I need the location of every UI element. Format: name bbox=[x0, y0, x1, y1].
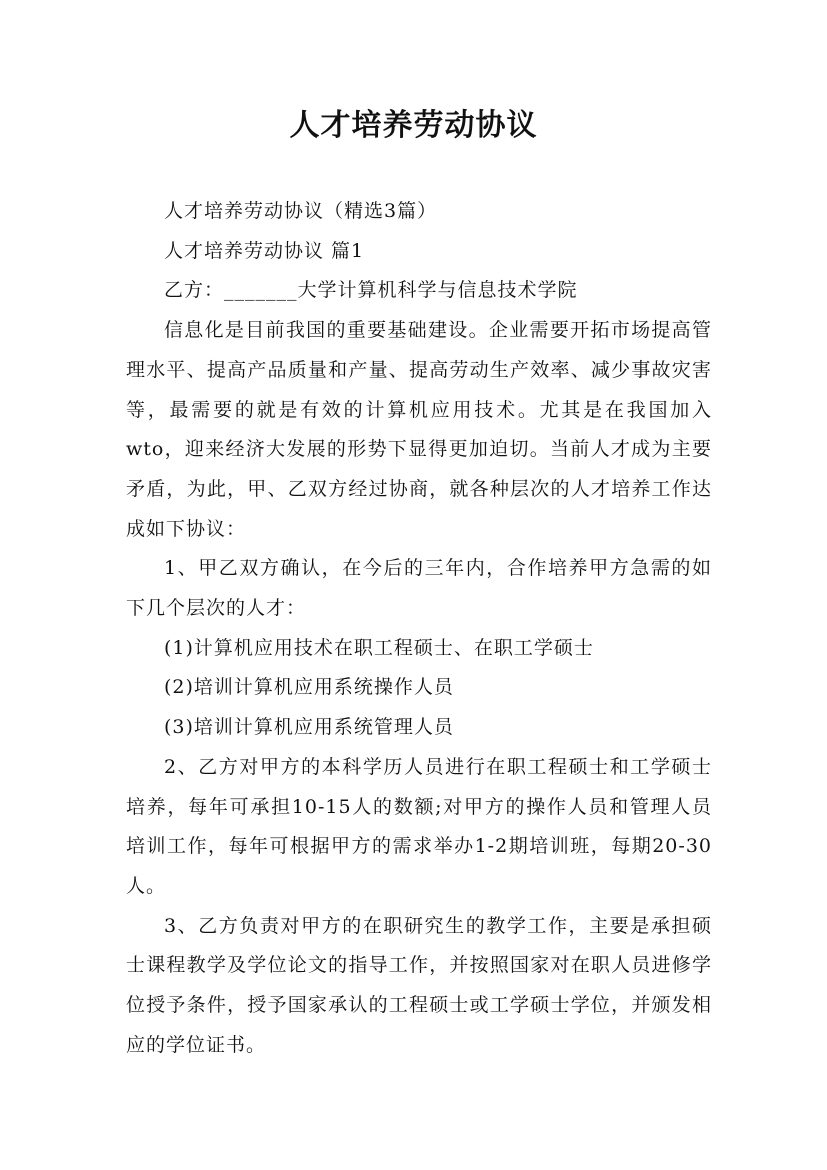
paragraph-clause-3: 3、乙方负责对甲方的在职研究生的教学工作，主要是承担硕士课程教学及学位论文的指导工作，并按照国家对在职人员进修学位授予条件，授予国家承认的工程硕士或工学硕士学位，并颁发相应的学位证书。 bbox=[126, 914, 712, 1056]
paragraph-party-b: 乙方：_______大学计算机科学与信息技术学院 bbox=[164, 279, 578, 302]
paragraph-section-heading: 人才培养劳动协议 篇1 bbox=[164, 239, 365, 262]
paragraph-clause-1-item-1: (1)计算机应用技术在职工程硕士、在职工学硕士 bbox=[164, 636, 594, 659]
document-body bbox=[126, 192, 712, 1065]
paragraph-clause-1-item-3: (3)培训计算机应用系统管理人员 bbox=[164, 716, 454, 739]
paragraph-clause-1: 1、甲乙双方确认，在今后的三年内，合作培养甲方急需的如下几个层次的人才： bbox=[126, 557, 712, 620]
paragraph-clause-2: 2、乙方对甲方的本科学历人员进行在职工程硕士和工学硕士培养，每年可承担10-15人的数额;对甲方的操作人员和管理人员培训工作，每年可根据甲方的需求举办1-2期培训班，每期20-30人。 bbox=[126, 755, 712, 897]
paragraph-clause-1-item-2: (2)培训计算机应用系统操作人员 bbox=[164, 676, 454, 699]
paragraph-subtitle: 人才培养劳动协议（精选3篇） bbox=[164, 200, 438, 222]
document-title: 人才培养劳动协议 bbox=[289, 108, 538, 143]
paragraph-preamble: 信息化是目前我国的重要基础建设。企业需要开拓市场提高管理水平、提高产品质量和产量、提高劳动生产效率、减少事故灾害等，最需要的就是有效的计算机应用技术。尤其是在我国加入wto，迎来经济大发展的形势下显得更加迫切。当前人才成为主要矛盾，为此，甲、乙双方经过协商，就各种层次的人才培养工作达成如下协议： bbox=[126, 319, 712, 540]
